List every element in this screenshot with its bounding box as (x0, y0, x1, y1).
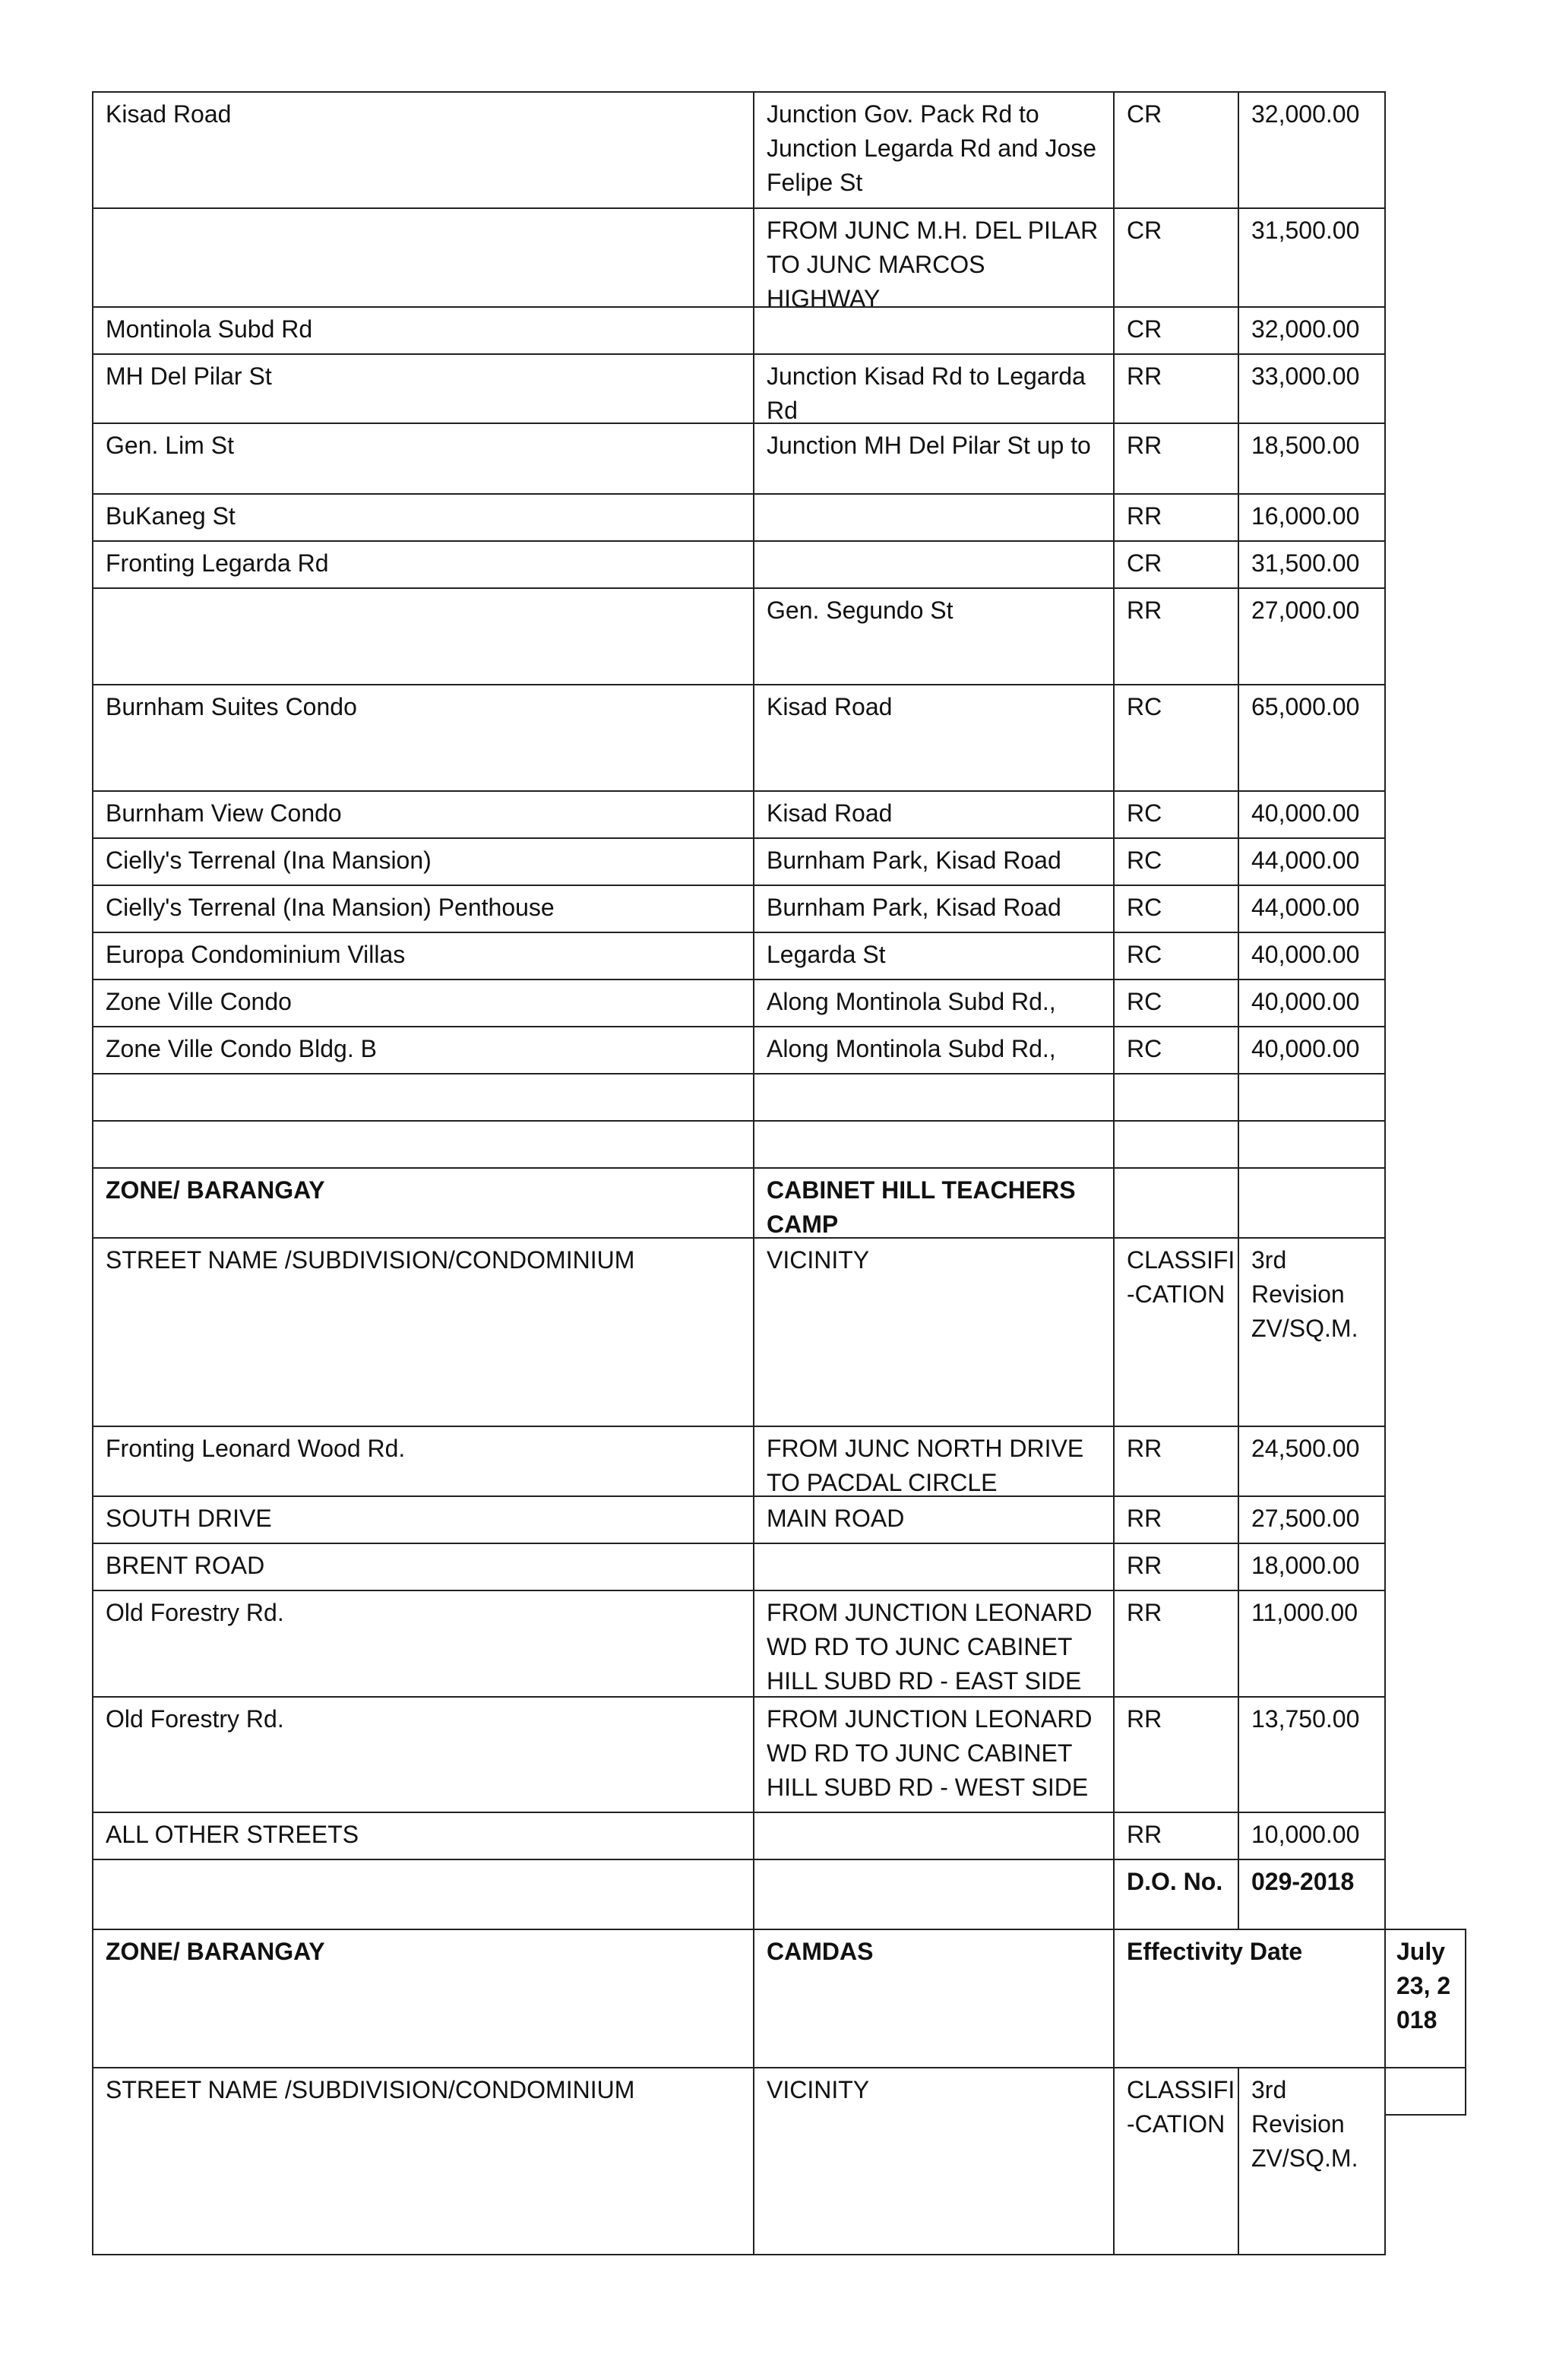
table-cell: RC (1113, 684, 1239, 792)
table-row (92, 1696, 1386, 1813)
table-cell (1238, 1167, 1386, 1239)
table-cell: VICINITY (753, 1237, 1115, 1427)
table-cell: Montinola Subd Rd (92, 306, 754, 355)
table-cell: 33,000.00 (1238, 353, 1386, 424)
table-cell: Old Forestry Rd. (92, 1590, 754, 1698)
side-empty-cell (1384, 2067, 1466, 2116)
table-row (92, 1543, 1386, 1591)
table-cell (753, 1812, 1115, 1860)
table-cell: 65,000.00 (1238, 684, 1386, 792)
table-cell: Junction MH Del Pilar St up to (753, 423, 1115, 495)
table-cell (753, 1859, 1115, 1930)
table-cell: RR (1113, 1495, 1239, 1544)
table-cell: CR (1113, 207, 1239, 308)
table-row (92, 1237, 1386, 1427)
table-cell: FROM JUNCTION LEONARD WD RD TO JUNC CABINET HILL SUBD RD - WEST SIDE (753, 1696, 1115, 1813)
table-cell: FROM JUNC M.H. DEL PILAR TO JUNC MARCOS HIGHWAY (753, 207, 1115, 308)
table-cell: Burnham Park, Kisad Road (753, 885, 1115, 933)
table-row (92, 207, 1386, 312)
table-cell (753, 1543, 1115, 1591)
table-cell: FROM JUNCTION LEONARD WD RD TO JUNC CABINET HILL SUBD RD - EAST SIDE (753, 1590, 1115, 1698)
table-cell: 27,000.00 (1238, 587, 1386, 685)
table-row (92, 353, 1386, 424)
table-cell (753, 1120, 1115, 1169)
table-cell: 44,000.00 (1238, 885, 1386, 933)
table-cell: 40,000.00 (1238, 932, 1386, 980)
table-cell: 32,000.00 (1238, 91, 1386, 209)
table-row (92, 1026, 1386, 1074)
table-cell: 40,000.00 (1238, 790, 1386, 839)
table-row (92, 306, 1386, 355)
table-cell (1113, 1073, 1239, 1122)
table-row (92, 1590, 1386, 1698)
table-cell: SOUTH DRIVE (92, 1495, 754, 1544)
table-cell: 27,500.00 (1238, 1495, 1386, 1544)
table-cell: 18,000.00 (1238, 1543, 1386, 1591)
table-row (92, 684, 1386, 792)
table-cell (1238, 1073, 1386, 1122)
table-cell: 3rd Revision ZV/SQ.M. (1238, 1237, 1386, 1427)
table-cell (753, 540, 1115, 589)
table-cell: Legarda St (753, 932, 1115, 980)
table-cell: Fronting Legarda Rd (92, 540, 754, 589)
table-cell: CR (1113, 306, 1239, 355)
table-cell (1113, 1167, 1239, 1239)
table-cell: STREET NAME /SUBDIVISION/CONDOMINIUM (92, 2067, 754, 2255)
table-cell: RR (1113, 493, 1239, 542)
table-cell: BRENT ROAD (92, 1543, 754, 1591)
table-cell: CAMDAS (753, 1929, 1115, 2068)
table-cell: RR (1113, 423, 1239, 495)
table-cell: 40,000.00 (1238, 1026, 1386, 1074)
table-cell (92, 1120, 754, 1169)
table-cell (92, 587, 754, 685)
table-cell: RR (1113, 1426, 1239, 1497)
table-row (92, 979, 1386, 1027)
table-cell: 44,000.00 (1238, 837, 1386, 886)
effectivity-date-value: July 23, 2018 (1384, 1929, 1466, 2068)
table-row (92, 91, 1386, 209)
table-row (92, 423, 1386, 495)
table-cell: RC (1113, 932, 1239, 980)
table-cell: 16,000.00 (1238, 493, 1386, 542)
table-cell: 11,000.00 (1238, 1590, 1386, 1698)
table-cell: CLASSIFI -CATION (1113, 1237, 1239, 1427)
table-cell: 31,500.00 (1238, 540, 1386, 589)
table-cell: CR (1113, 91, 1239, 209)
table-cell (92, 1859, 754, 1930)
table-cell: RC (1113, 790, 1239, 839)
table-cell: CR (1113, 540, 1239, 589)
table-cell: MAIN ROAD (753, 1495, 1115, 1544)
table-cell (753, 306, 1115, 355)
table-cell: BuKaneg St (92, 493, 754, 542)
table-row (92, 1495, 1386, 1544)
table-cell: Kisad Road (92, 91, 754, 209)
table-cell: Burnham Park, Kisad Road (753, 837, 1115, 886)
table-cell: Junction Kisad Rd to Legarda Rd (753, 353, 1115, 424)
table-cell: 029-2018 (1238, 1859, 1386, 1930)
table-cell (753, 493, 1115, 542)
table-cell: 32,000.00 (1238, 306, 1386, 355)
table-cell: 13,750.00 (1238, 1696, 1386, 1813)
table-cell: Junction Gov. Pack Rd to Junction Legarda Rd and Jose Felipe St (753, 91, 1115, 209)
table-cell: RC (1113, 979, 1239, 1027)
table-cell: RC (1113, 1026, 1239, 1074)
table-row (92, 1073, 1386, 1122)
table-row (92, 1859, 1386, 1930)
table-cell: Along Montinola Subd Rd., (753, 1026, 1115, 1074)
table-cell: Gen. Lim St (92, 423, 754, 495)
table-cell (92, 1073, 754, 1122)
table-cell: CLASSIFI -CATION (1113, 2067, 1239, 2255)
table-cell: ZONE/ BARANGAY (92, 1167, 754, 1239)
table-cell: 31,500.00 (1238, 207, 1386, 308)
table-row (92, 885, 1386, 933)
camdas-header-row (92, 1929, 1386, 2068)
table-cell: RC (1113, 837, 1239, 886)
table-row (92, 1167, 1386, 1239)
table-cell: D.O. No. (1113, 1859, 1239, 1930)
table-cell (1238, 1120, 1386, 1169)
table-cell: CABINET HILL TEACHERS CAMP (753, 1167, 1115, 1239)
table-cell (753, 1073, 1115, 1122)
table-row (92, 1426, 1386, 1497)
table-cell: RR (1113, 1590, 1239, 1698)
table-cell: Cielly's Terrenal (Ina Mansion) Penthouse (92, 885, 754, 933)
table-cell: Kisad Road (753, 790, 1115, 839)
table-cell: 3rd Revision ZV/SQ.M. (1238, 2067, 1386, 2255)
table-cell: ZONE/ BARANGAY (92, 1929, 754, 2068)
table-cell (92, 207, 754, 308)
table-cell: Burnham View Condo (92, 790, 754, 839)
table-cell: Gen. Segundo St (753, 587, 1115, 685)
table-cell: Burnham Suites Condo (92, 684, 754, 792)
table-row (92, 540, 1386, 589)
table-cell: RC (1113, 885, 1239, 933)
table-cell (1113, 1120, 1239, 1169)
table-row (92, 1120, 1386, 1169)
table-row (92, 1812, 1386, 1860)
table-cell: 40,000.00 (1238, 979, 1386, 1027)
table-cell: MH Del Pilar St (92, 353, 754, 424)
table-cell: ALL OTHER STREETS (92, 1812, 754, 1860)
table-cell: Cielly's Terrenal (Ina Mansion) (92, 837, 754, 886)
table-cell: Zone Ville Condo Bldg. B (92, 1026, 754, 1074)
table-cell: Along Montinola Subd Rd., (753, 979, 1115, 1027)
camdas-column-header-row (92, 2067, 1386, 2255)
table-cell: RR (1113, 353, 1239, 424)
table-row (92, 932, 1386, 980)
table-cell: Europa Condominium Villas (92, 932, 754, 980)
table-cell: 18,500.00 (1238, 423, 1386, 495)
table-cell: Fronting Leonard Wood Rd. (92, 1426, 754, 1497)
table-cell: FROM JUNC NORTH DRIVE TO PACDAL CIRCLE (753, 1426, 1115, 1497)
table-cell: Zone Ville Condo (92, 979, 754, 1027)
table-cell: Old Forestry Rd. (92, 1696, 754, 1813)
table-cell: 24,500.00 (1238, 1426, 1386, 1497)
table-cell: RR (1113, 1543, 1239, 1591)
table-cell: Effectivity Date (1113, 1929, 1386, 2068)
table-cell: RR (1113, 1696, 1239, 1813)
table-cell: 10,000.00 (1238, 1812, 1386, 1860)
table-cell: VICINITY (753, 2067, 1115, 2255)
table-cell: STREET NAME /SUBDIVISION/CONDOMINIUM (92, 1237, 754, 1427)
table-cell: RR (1113, 587, 1239, 685)
table-row (92, 493, 1386, 542)
table-cell: RR (1113, 1812, 1239, 1860)
table-row (92, 837, 1386, 886)
table-cell: Kisad Road (753, 684, 1115, 792)
table-row (92, 790, 1386, 839)
table-row (92, 587, 1386, 685)
